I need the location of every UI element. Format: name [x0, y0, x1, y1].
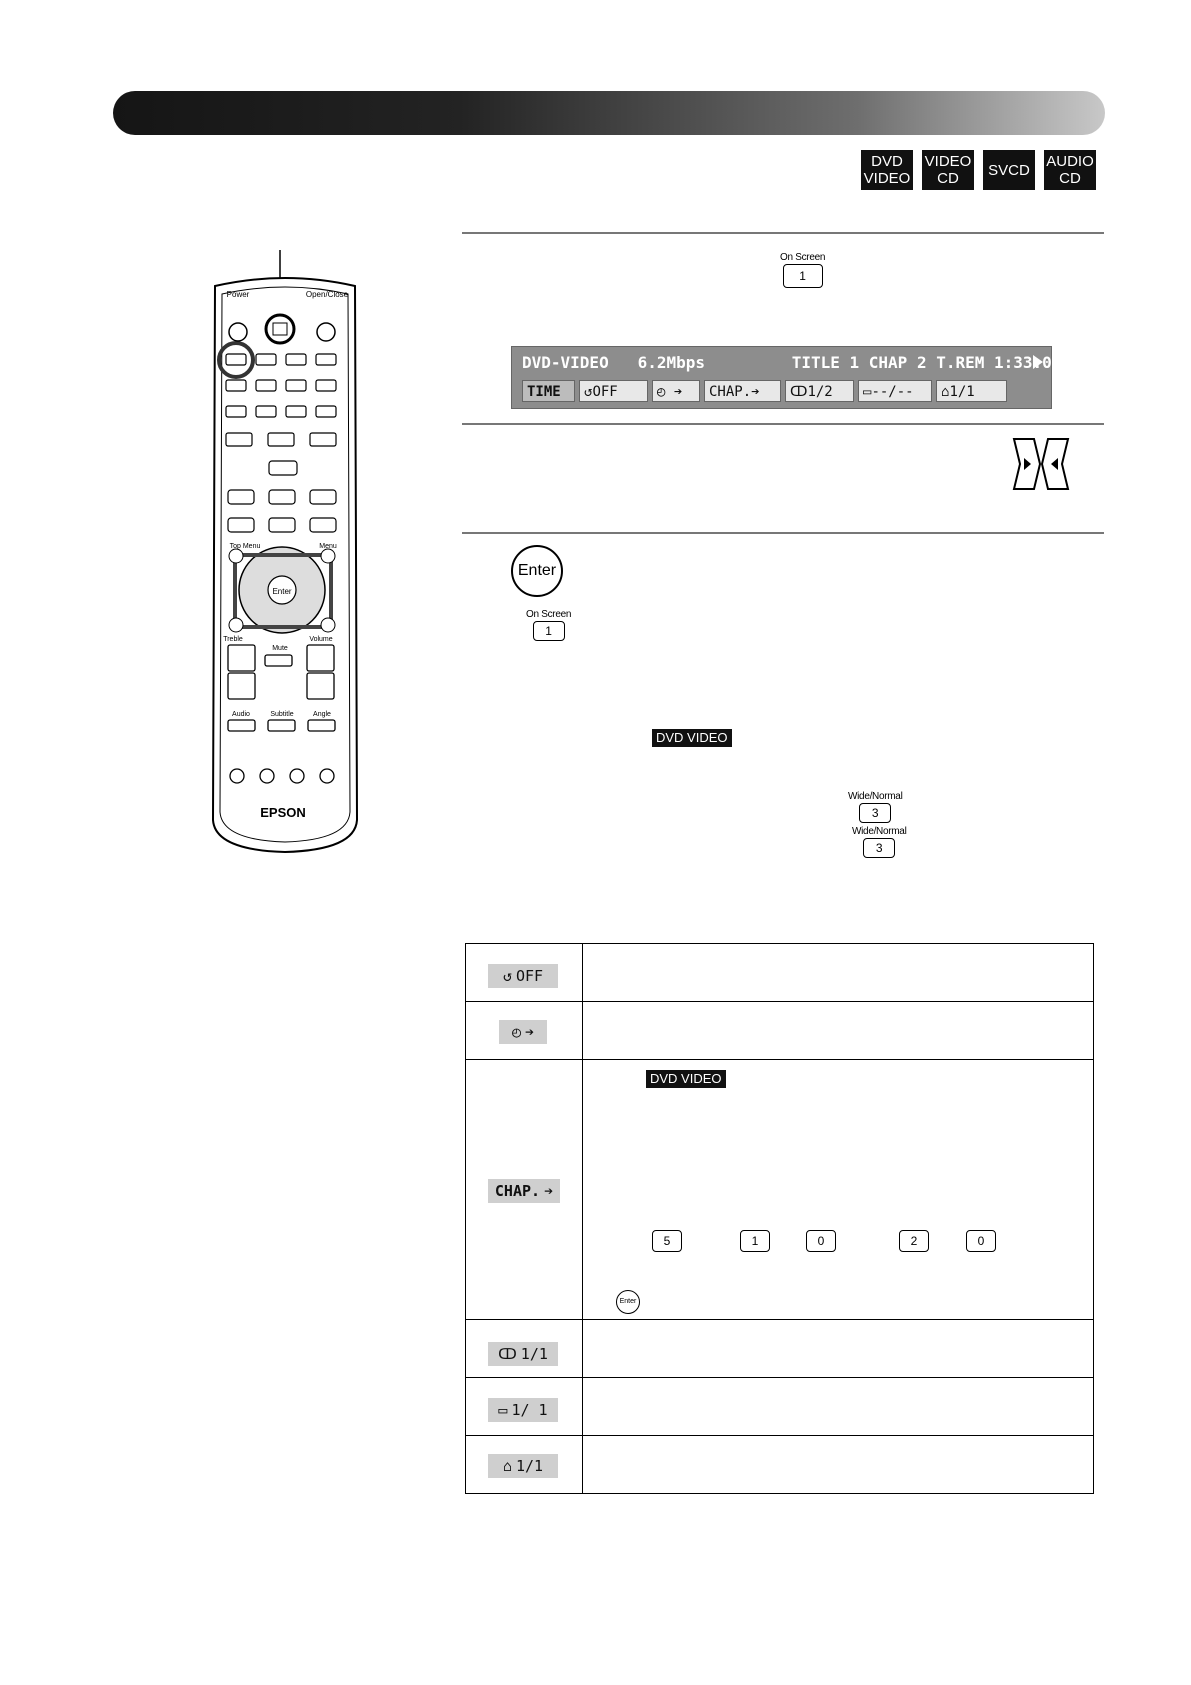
osd-chapter-cell: CHAP.➔	[704, 380, 781, 402]
function-table	[465, 943, 1094, 1494]
step3-rule	[462, 532, 1104, 534]
audio-icon: ↀ 1/1	[488, 1342, 558, 1366]
step2-rule	[462, 423, 1104, 425]
table-row	[466, 1060, 1093, 1320]
svg-text:Enter: Enter	[272, 587, 292, 596]
osd-status-line: DVD-VIDEO 6.2Mbps TITLE 1 CHAP 2 T.REM 1:33:06	[522, 353, 1062, 372]
badge-video-cd: VIDEO CD	[922, 150, 974, 190]
angle-icon: ⌂ 1/1	[488, 1454, 558, 1478]
table-row	[466, 944, 1093, 1002]
badge-svcd: SVCD	[983, 150, 1035, 190]
arrow-right-icon: ➔	[673, 384, 683, 400]
dvd-video-mini-badge: DVD VIDEO	[652, 729, 732, 747]
onscreen-key-small: On Screen 1	[526, 609, 571, 641]
dvd-video-mini-badge: DVD VIDEO	[646, 1070, 726, 1088]
svg-text:Subtitle: Subtitle	[270, 711, 294, 718]
left-right-keys-icon	[1010, 435, 1072, 493]
svg-text:Volume: Volume	[309, 636, 333, 643]
svg-text:Treble: Treble	[223, 636, 243, 643]
num-key-5: 5	[652, 1230, 682, 1252]
camera-icon: ⌂	[941, 384, 950, 400]
remote-control	[205, 250, 365, 860]
svg-text:Power: Power	[226, 290, 250, 299]
wide-normal-key-2: Wide/Normal 3	[852, 826, 907, 858]
subtitle-icon: ▭ 1/ 1	[488, 1398, 558, 1422]
step1-rule	[462, 232, 1104, 234]
repeat-off-icon: ↺ OFF	[488, 964, 558, 988]
chapter-search-icon: CHAP. ➔	[488, 1179, 560, 1203]
arrow-right-icon: ➔	[751, 384, 760, 400]
svg-text:Top Menu: Top Menu	[229, 543, 261, 550]
clock-icon: ◴	[657, 384, 666, 400]
num-key-1: 1	[740, 1230, 770, 1252]
svg-text:Open/Close: Open/Close	[305, 290, 349, 299]
table-row	[466, 1002, 1093, 1060]
osd-repeat-cell: ↺OFF	[579, 380, 648, 402]
osd-audio-cell: ↀ1/2	[785, 380, 854, 402]
table-row	[466, 1378, 1093, 1436]
enter-small-icon: Enter	[616, 1290, 640, 1314]
audio-icon: ↀ	[790, 384, 808, 400]
header-bar	[113, 91, 1105, 135]
osd-time-cell: TIME	[522, 380, 575, 402]
badge-audio-cd: AUDIO CD	[1044, 150, 1096, 190]
repeat-icon: ↺	[584, 384, 593, 400]
svg-text:Audio: Audio	[232, 711, 250, 718]
badge-dvd-video: DVD VIDEO	[861, 150, 913, 190]
num-key-0b: 0	[966, 1230, 996, 1252]
osd-angle-cell: ⌂1/1	[936, 380, 1007, 402]
osd-time-search-cell	[652, 380, 700, 402]
time-search-icon: ◴ ➔	[499, 1020, 547, 1044]
remote-brand: EPSON	[260, 805, 306, 820]
table-row	[466, 1436, 1093, 1493]
play-icon	[1033, 355, 1043, 369]
enter-button-icon: Enter	[511, 545, 563, 597]
table-row	[466, 1320, 1093, 1378]
on-screen-display	[511, 346, 1062, 409]
svg-text:Menu: Menu	[319, 543, 337, 550]
svg-text:Mute: Mute	[272, 645, 288, 652]
num-key-2: 2	[899, 1230, 929, 1252]
num-key-0: 0	[806, 1230, 836, 1252]
svg-text:Angle: Angle	[313, 711, 331, 718]
subtitle-icon: ▭	[863, 384, 872, 400]
onscreen-key: On Screen 1	[780, 252, 825, 288]
wide-normal-key-1: Wide/Normal 3	[848, 791, 903, 823]
osd-subtitle-cell: ▭--/--	[858, 380, 932, 402]
